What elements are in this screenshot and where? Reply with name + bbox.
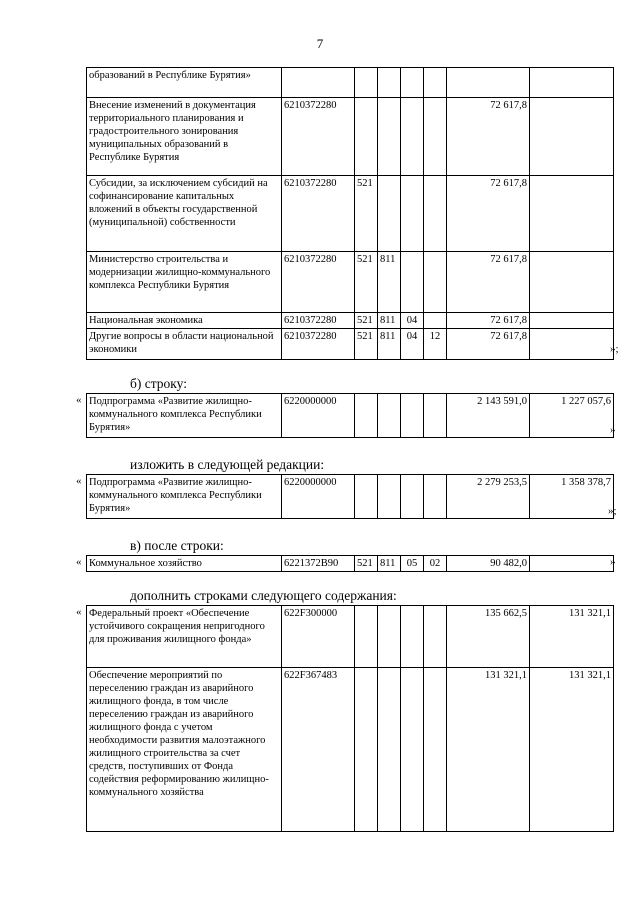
row-name: Субсидии, за исключением субсидий на софинансирование капитальных вложений в объекты государственной (муниципальной) собственности	[87, 176, 282, 252]
row-code: 6221372B90	[282, 556, 355, 572]
row-name: Федеральный проект «Обеспечение устойчивого сокращения непригодного для проживания жилищного фонда»	[87, 606, 282, 668]
budget-table-continued	[86, 67, 614, 360]
row-value-1	[447, 68, 530, 98]
row-c3	[355, 68, 378, 98]
row-name: Министерство строительства и модернизации жилищно-коммунального комплекса Республики Бурятия	[87, 252, 282, 313]
row-code: 622F367483	[282, 668, 355, 832]
row-value-1: 72 617,8	[447, 329, 530, 360]
row-code: 6210372280	[282, 252, 355, 313]
row-value-1: 72 617,8	[447, 252, 530, 313]
budget-table-new	[86, 474, 614, 519]
row-c6	[424, 252, 447, 313]
section-add-heading: дополнить строками следующего содержания:	[130, 588, 397, 603]
table-row	[87, 394, 614, 438]
row-value-1: 131 321,1	[447, 668, 530, 832]
row-value-1: 2 279 253,5	[447, 475, 530, 519]
table-row	[87, 475, 614, 519]
row-c4	[378, 98, 401, 176]
row-name: Подпрограмма «Развитие жилищно-коммунального комплекса Республики Бурятия»	[87, 475, 282, 519]
row-code: 622F300000	[282, 606, 355, 668]
table-row	[87, 668, 614, 832]
budget-table-add	[86, 605, 614, 832]
row-c5	[401, 606, 424, 668]
row-c3: 521	[355, 252, 378, 313]
table-row	[87, 313, 614, 329]
row-c4	[378, 394, 401, 438]
table-row	[87, 606, 614, 668]
row-c6	[424, 668, 447, 832]
row-code: 6220000000	[282, 475, 355, 519]
row-code: 6220000000	[282, 394, 355, 438]
row-c4: 811	[378, 252, 401, 313]
row-c6	[424, 176, 447, 252]
row-value-1: 90 482,0	[447, 556, 530, 572]
row-c3: 521	[355, 313, 378, 329]
row-value-2	[530, 313, 614, 329]
row-name: Внесение изменений в документация территориального планирования и градостроительного зонирования муниципальных образований в Республике Бурятия	[87, 98, 282, 176]
row-code	[282, 68, 355, 98]
row-value-2: 131 321,1	[530, 668, 614, 832]
row-value-1: 135 662,5	[447, 606, 530, 668]
row-c3: 521	[355, 556, 378, 572]
row-value-2: 1 358 378,7	[530, 475, 614, 519]
row-value-1: 72 617,8	[447, 176, 530, 252]
row-value-2: 1 227 057,6	[530, 394, 614, 438]
row-c4: 811	[378, 313, 401, 329]
row-code: 6210372280	[282, 176, 355, 252]
row-c5	[401, 394, 424, 438]
table-row	[87, 176, 614, 252]
closing-quote: »	[610, 556, 616, 568]
section-b-heading: б) строку:	[130, 376, 187, 391]
closing-quote: »	[610, 424, 616, 436]
row-name: Подпрограмма «Развитие жилищно-коммунального комплекса Республики Бурятия»	[87, 394, 282, 438]
row-c5: 04	[401, 313, 424, 329]
row-c4	[378, 475, 401, 519]
row-value-2	[530, 98, 614, 176]
opening-quote: «	[76, 556, 82, 568]
row-c4	[378, 176, 401, 252]
row-c5: 05	[401, 556, 424, 572]
row-c5	[401, 68, 424, 98]
table-row	[87, 98, 614, 176]
row-name: Национальная экономика	[87, 313, 282, 329]
row-code: 6210372280	[282, 98, 355, 176]
row-c3	[355, 606, 378, 668]
row-code: 6210372280	[282, 329, 355, 360]
row-c5	[401, 98, 424, 176]
row-name: Другие вопросы в области национальной экономики	[87, 329, 282, 360]
row-name: Обеспечение мероприятий по переселению граждан из аварийного жилищного фонда, в том числе переселению граждан из аварийного жилищного фонда с учетом необходимости развития малоэтажного жилищного строительства за счет средств, поступивших от Фонда содействия реформированию жилищно-коммунального хозяйства	[87, 668, 282, 832]
opening-quote: «	[76, 475, 82, 487]
row-c6	[424, 606, 447, 668]
row-c5	[401, 252, 424, 313]
table-row	[87, 68, 614, 98]
row-c6: 02	[424, 556, 447, 572]
row-value-1: 2 143 591,0	[447, 394, 530, 438]
row-c3	[355, 475, 378, 519]
row-c6	[424, 98, 447, 176]
table-row	[87, 556, 614, 572]
opening-quote: «	[76, 606, 82, 618]
row-value-2	[530, 329, 614, 360]
row-c3	[355, 98, 378, 176]
row-c3: 521	[355, 329, 378, 360]
row-value-1: 72 617,8	[447, 98, 530, 176]
row-c4	[378, 668, 401, 832]
row-name: образований в Республике Бурятия»	[87, 68, 282, 98]
row-value-2: 131 321,1	[530, 606, 614, 668]
closing-quote: »;	[608, 505, 617, 517]
row-c5	[401, 475, 424, 519]
row-c3: 521	[355, 176, 378, 252]
row-c4: 811	[378, 329, 401, 360]
section-v-heading: в) после строки:	[130, 538, 224, 553]
row-name: Коммунальное хозяйство	[87, 556, 282, 572]
row-c6	[424, 475, 447, 519]
row-value-2	[530, 68, 614, 98]
closing-quote: »;	[610, 343, 619, 355]
budget-table-b	[86, 393, 614, 438]
row-value-2	[530, 556, 614, 572]
row-c5	[401, 176, 424, 252]
row-c3	[355, 668, 378, 832]
row-c4: 811	[378, 556, 401, 572]
page-number: 7	[316, 36, 324, 51]
row-c6	[424, 68, 447, 98]
row-c5: 04	[401, 329, 424, 360]
row-value-2	[530, 252, 614, 313]
opening-quote: «	[76, 394, 82, 406]
row-code: 6210372280	[282, 313, 355, 329]
row-value-2	[530, 176, 614, 252]
row-c3	[355, 394, 378, 438]
row-c5	[401, 668, 424, 832]
row-value-1: 72 617,8	[447, 313, 530, 329]
row-c6: 12	[424, 329, 447, 360]
section-new-heading: изложить в следующей редакции:	[130, 457, 325, 472]
row-c6	[424, 313, 447, 329]
row-c4	[378, 606, 401, 668]
table-row	[87, 252, 614, 313]
budget-table-v	[86, 555, 614, 572]
row-c6	[424, 394, 447, 438]
row-c4	[378, 68, 401, 98]
table-row	[87, 329, 614, 360]
